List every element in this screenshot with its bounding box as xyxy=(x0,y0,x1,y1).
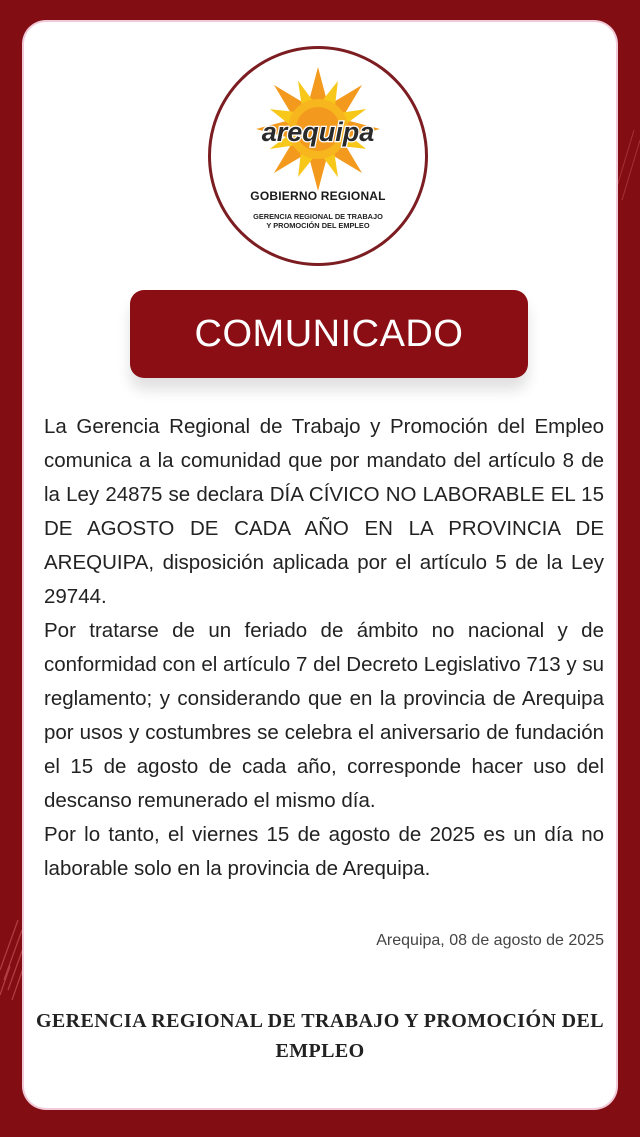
regional-government-logo xyxy=(208,46,428,266)
body-paragraph: Por lo tanto, el viernes 15 de agosto de 2025 es un día no laborable solo en la provincia de Arequipa. xyxy=(44,823,604,880)
date-location: Arequipa, 08 de agosto de 2025 xyxy=(376,932,604,949)
logo-subtitle: GERENCIA REGIONAL DE TRABAJO Y PROMOCIÓN DEL EMPLEO xyxy=(253,212,383,230)
logo-wordmark: arequipa xyxy=(261,117,375,147)
logo-government-label: GOBIERNO REGIONAL xyxy=(250,189,386,203)
decorative-lines-right xyxy=(612,110,640,230)
signature-footer: GERENCIA REGIONAL DE TRABAJO Y PROMOCIÓN DEL EMPLEO xyxy=(35,1010,605,1062)
body-paragraph: Por tratarse de un feriado de ámbito no nacional y de conformidad con el artículo 7 del Decreto Legislativo 713 y su reglamento; y considerando que en la provincia de Arequipa por usos y costumbres se celebra el aniversario de fundación el 15 de agosto de cada año, corresponde hacer uso del descanso remunerado el mismo día. xyxy=(44,619,604,812)
notice-card xyxy=(24,22,616,1108)
sun-emblem-icon xyxy=(211,49,425,263)
body-paragraph: La Gerencia Regional de Trabajo y Promoción del Empleo comunica a la comunidad que por mandato del artículo 8 de la Ley 24875 se declara DÍA CÍVICO NO LABORABLE EL 15 DE AGOSTO DE CADA AÑO EN LA PROVINCIA DE AREQUIPA, disposición aplicada por el artículo 5 de la Ley 29744. xyxy=(44,415,604,608)
notice-body xyxy=(44,410,604,886)
comunicado-banner: COMUNICADO xyxy=(130,290,528,378)
